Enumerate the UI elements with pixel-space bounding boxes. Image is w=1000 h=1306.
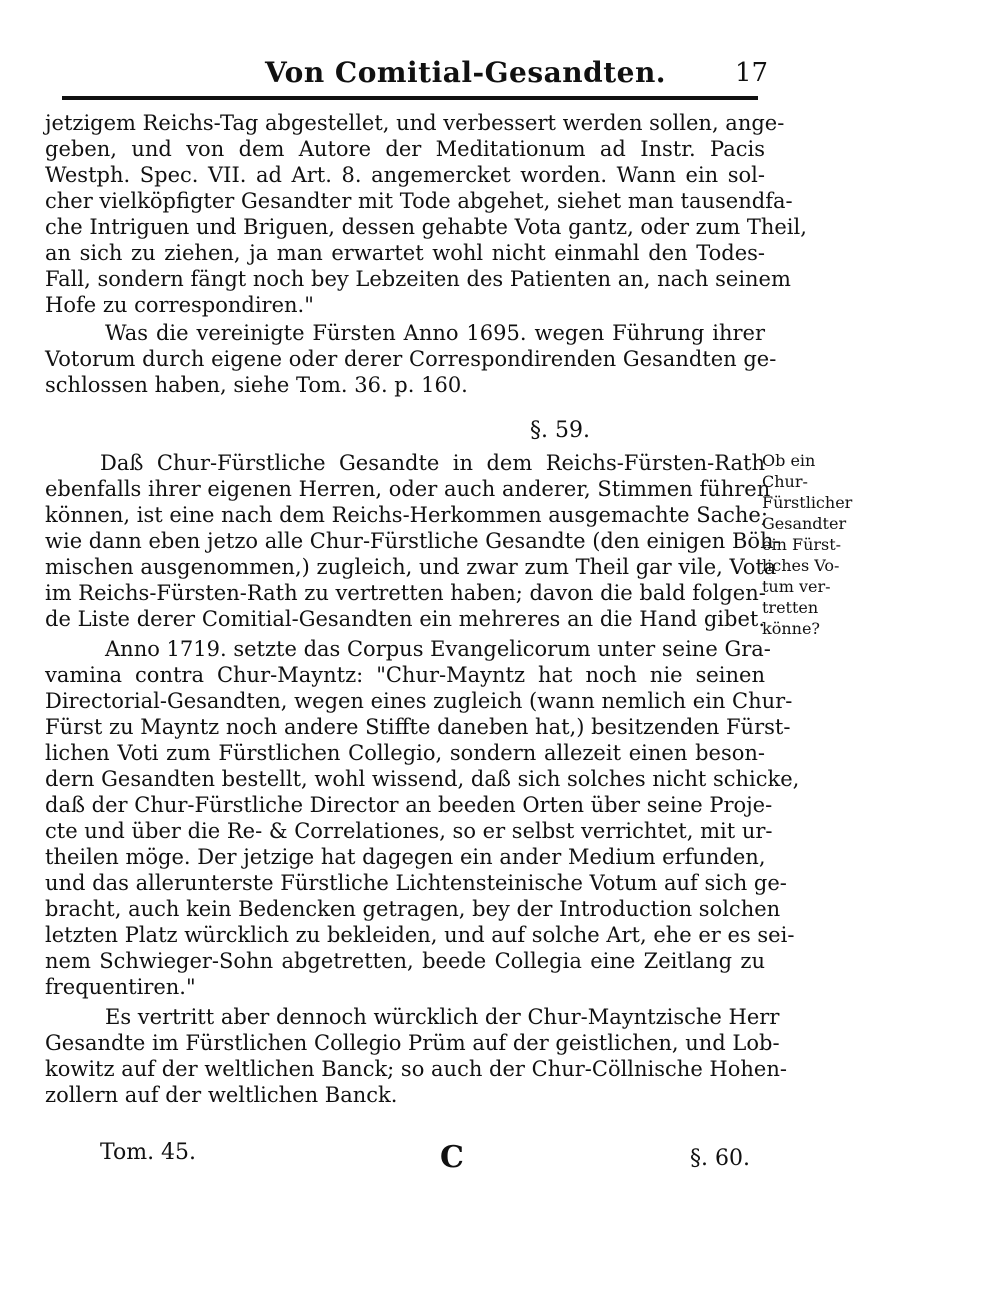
running-head-title: Von Comitial-Gesandten.	[265, 56, 667, 89]
margin-note-line: Chur-	[762, 472, 808, 491]
text-line: Westph. Spec. VII. ad Art. 8. angemercket worden. Wann ein sol-	[45, 163, 765, 187]
page-number: 17	[735, 58, 769, 88]
margin-note-line: Ob ein	[762, 451, 816, 470]
text-line: dern Gesandten bestellt, wohl wissend, daß sich solches nicht schicke,	[45, 767, 800, 791]
text-line: frequentiren."	[45, 975, 196, 999]
text-line: schlossen haben, siehe Tom. 36. p. 160.	[45, 373, 468, 397]
margin-note-line: ein Fürst-	[762, 535, 842, 554]
margin-note-line: tretten	[762, 598, 819, 617]
text-line: bracht, auch kein Bedencken getragen, bey der Introduction solchen	[45, 897, 781, 921]
section-number	[0, 418, 1000, 443]
text-line: cte und über die Re- & Correlationes, so er selbst verrichtet, mit ur-	[45, 819, 773, 843]
text-line: de Liste derer Comitial-Gesandten ein mehreres an die Hand gibet.	[45, 607, 765, 631]
text-line: nem Schwieger-Sohn abgetretten, beede Collegia eine Zeitlang zu	[45, 949, 765, 973]
text-line: Directorial-Gesandten, wegen eines zugleich (wann nemlich ein Chur-	[45, 689, 793, 713]
text-line: Anno 1719. setzte das Corpus Evangelicorum unter seine Gra-	[105, 637, 771, 661]
text-line: letzten Platz würcklich zu bekleiden, und auf solche Art, ehe er es sei-	[45, 923, 795, 947]
text-line: Votorum durch eigene oder derer Correspondirenden Gesandten ge-	[45, 347, 777, 371]
text-line: che Intriguen und Briguen, dessen gehabte Vota gantz, oder zum Theil,	[45, 215, 807, 239]
catchword: §. 60.	[690, 1146, 750, 1171]
text-line: Es vertritt aber dennoch würcklich der Chur-Mayntzische Herr	[105, 1005, 780, 1029]
margin-note-line: könne?	[762, 619, 820, 638]
text-line: im Reichs-Fürsten-Rath zu vertretten haben; davon die bald folgen-	[45, 581, 766, 605]
text-line: geben, und von dem Autore der Meditationum ad Instr. Pacis	[45, 137, 765, 161]
text-line: Hofe zu correspondiren."	[45, 293, 314, 317]
header-rule	[62, 96, 758, 100]
text-line: jetzigem Reichs-Tag abgestellet, und verbessert werden sollen, ange-	[45, 111, 785, 135]
volume-signature: Tom. 45.	[100, 1140, 197, 1165]
margin-note-line: Fürstlicher	[762, 493, 853, 512]
text-line: Daß Chur-Fürstliche Gesandte in dem Reichs-Fürsten-Rath	[100, 451, 765, 475]
text-line: an sich zu ziehen, ja man erwartet wohl nicht einmahl den Todes-	[45, 241, 765, 265]
text-line: cher vielköpfigter Gesandter mit Tode abgehet, siehet man tausendfa-	[45, 189, 793, 213]
page-footer	[0, 1140, 1000, 1180]
text-line: vamina contra Chur-Mayntz: "Chur-Mayntz hat noch nie seinen	[45, 663, 765, 687]
text-line: kowitz auf der weltlichen Banck; so auch der Chur-Cöllnische Hohen-	[45, 1057, 787, 1081]
text-line: Fall, sondern fängt noch bey Lebzeiten des Patienten an, nach seinem	[45, 267, 791, 291]
signature-mark: C	[440, 1140, 464, 1175]
text-line: ebenfalls ihrer eigenen Herren, oder auch anderer, Stimmen führen	[45, 477, 771, 501]
text-line: Gesandte im Fürstlichen Collegio Prüm auf der geistlichen, und Lob-	[45, 1031, 780, 1055]
margin-note-line: Gesandter	[762, 514, 847, 533]
text-line: Fürst zu Mayntz noch andere Stiffte daneben hat,) besitzenden Fürst-	[45, 715, 791, 739]
text-line: können, ist eine nach dem Reichs-Herkommen ausgemachte Sache;	[45, 503, 768, 527]
section-number-label: §. 59.	[530, 418, 590, 443]
text-line: lichen Voti zum Fürstlichen Collegio, sondern allezeit einen beson-	[45, 741, 765, 765]
text-line: wie dann eben jetzo alle Chur-Fürstliche Gesandte (den einigen Böh-	[45, 529, 781, 553]
text-line: mischen ausgenommen,) zugleich, und zwar zum Theil gar vile, Vota	[45, 555, 777, 579]
text-line: Was die vereinigte Fürsten Anno 1695. wegen Führung ihrer	[105, 321, 765, 345]
margin-note-line: liches Vo-	[762, 556, 840, 575]
margin-note-line: tum ver-	[762, 577, 831, 596]
text-line: zollern auf der weltlichen Banck.	[45, 1083, 398, 1107]
text-line: daß der Chur-Fürstliche Director an beeden Orten über seine Proje-	[45, 793, 773, 817]
running-head	[0, 52, 1000, 92]
text-line: und das allerunterste Fürstliche Lichtensteinische Votum auf sich ge-	[45, 871, 787, 895]
text-line: theilen möge. Der jetzige hat dagegen ein ander Medium erfunden,	[45, 845, 766, 869]
